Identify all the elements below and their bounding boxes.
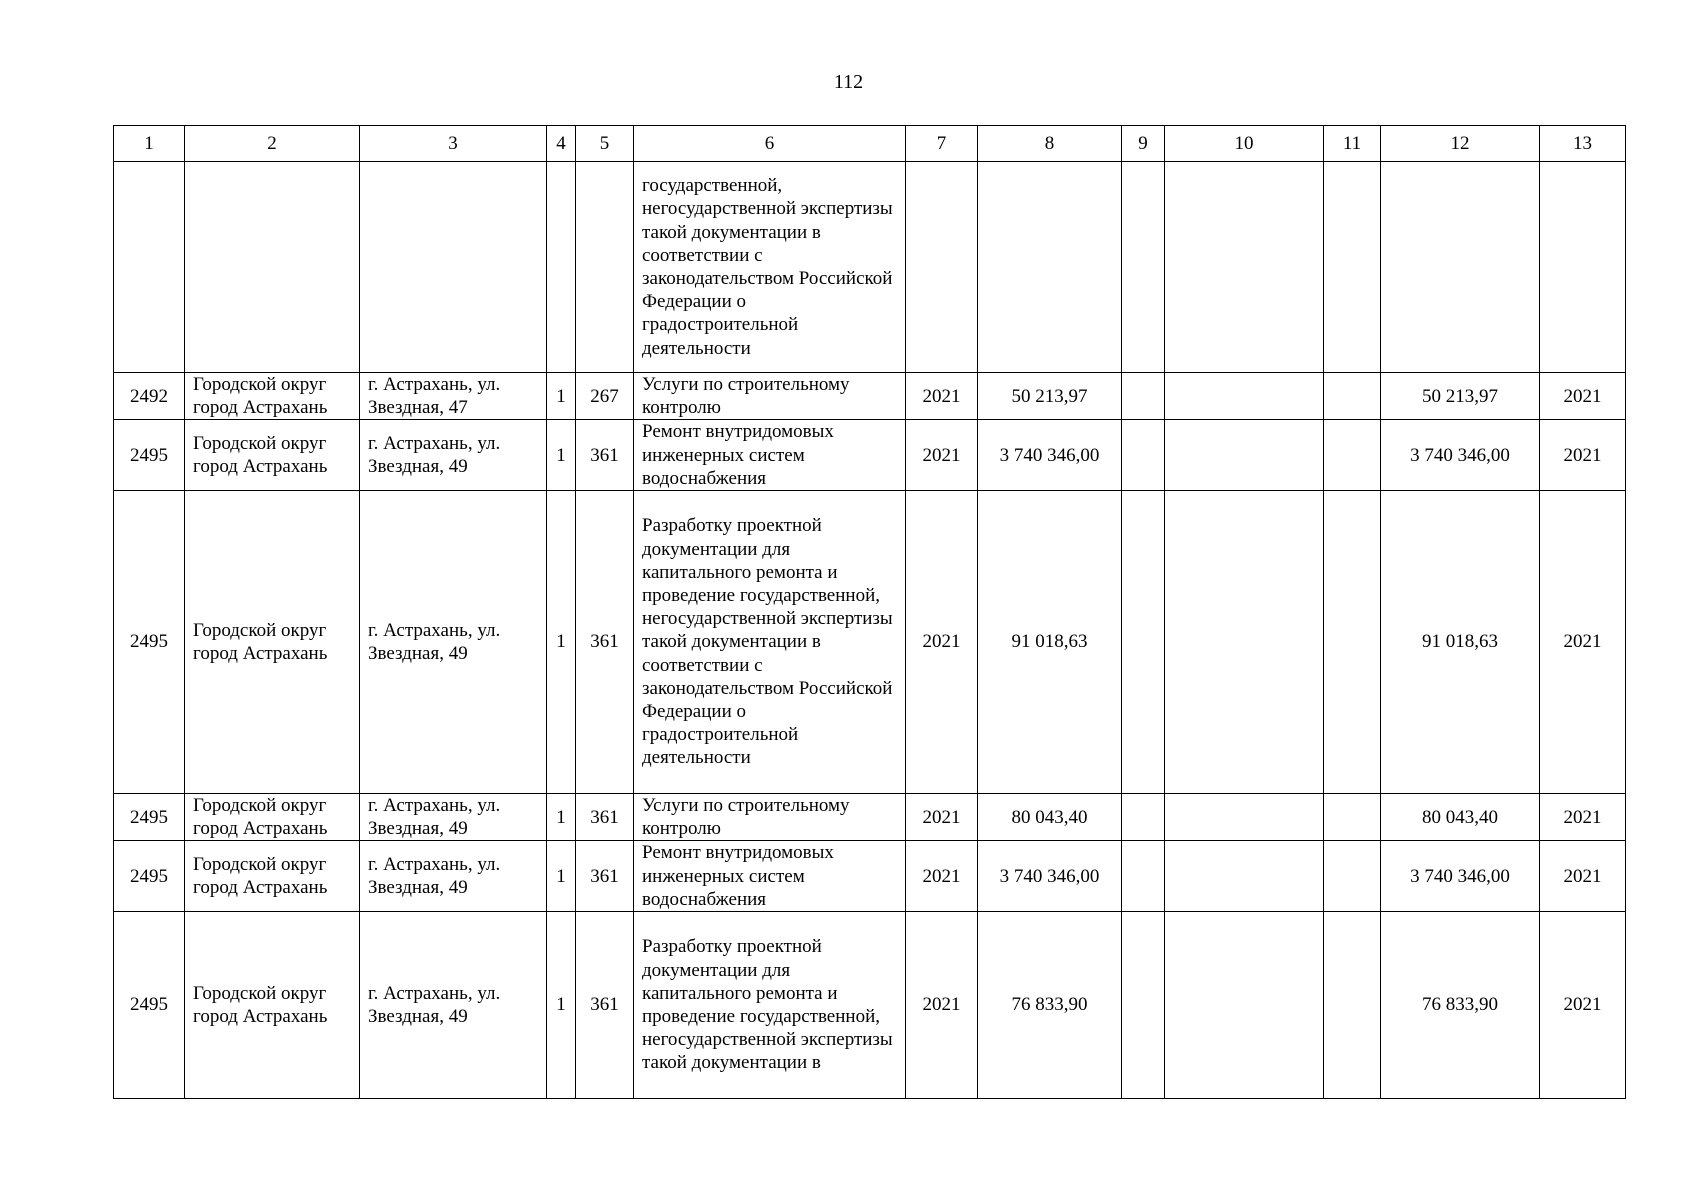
cell-year: 2021 [1540,420,1626,491]
cell-municipality: Городской округ город Астрахань [185,491,360,794]
cell-col-9 [1122,841,1165,912]
cell-col-4: 1 [547,420,576,491]
column-header-12: 12 [1381,126,1540,162]
cell-col-4: 1 [547,912,576,1099]
cell-work-description: государственной, негосударственной экспертизы такой документации в соответствии с законодательством Российской Федерации о градостроительной деятельности [634,162,906,373]
cell-col-5: 361 [576,912,634,1099]
cell-col-7: 2021 [906,491,978,794]
cell-municipality: Городской округ город Астрахань [185,841,360,912]
cell-year: 2021 [1540,373,1626,420]
column-header-3: 3 [360,126,547,162]
cell-amount-total: 50 213,97 [1381,373,1540,420]
table-body [114,162,1626,1099]
page-number: 112 [833,71,864,93]
cell-col-7 [906,162,978,373]
cell-municipality: Городской округ город Астрахань [185,420,360,491]
cell-year [1540,162,1626,373]
cell-number: 2495 [114,841,185,912]
cell-municipality: Городской округ город Астрахань [185,373,360,420]
cell-col-10 [1165,794,1324,841]
cell-number: 2492 [114,373,185,420]
cell-work-description: Ремонт внутридомовых инженерных систем водоснабжения [634,841,906,912]
cell-col-11 [1324,162,1381,373]
column-header-4: 4 [547,126,576,162]
cell-number [114,162,185,373]
cell-col-10 [1165,162,1324,373]
table-row [114,912,1626,1099]
cell-col-9 [1122,373,1165,420]
cell-col-11 [1324,841,1381,912]
column-header-1: 1 [114,126,185,162]
cell-col-9 [1122,162,1165,373]
column-header-10: 10 [1165,126,1324,162]
cell-work-description: Ремонт внутридомовых инженерных систем водоснабжения [634,420,906,491]
table-row [114,491,1626,794]
cell-address: г. Астрахань, ул. Звездная, 49 [360,794,547,841]
cell-col-11 [1324,794,1381,841]
cell-col-10 [1165,841,1324,912]
cell-col-11 [1324,420,1381,491]
cell-work-description: Услуги по строительному контролю [634,373,906,420]
cell-col-10 [1165,912,1324,1099]
cell-col-4: 1 [547,373,576,420]
register-table [113,125,1626,1099]
cell-amount-total: 3 740 346,00 [1381,841,1540,912]
cell-col-7: 2021 [906,373,978,420]
cell-municipality: Городской округ город Астрахань [185,912,360,1099]
column-header-11: 11 [1324,126,1381,162]
cell-col-5 [576,162,634,373]
cell-work-description: Услуги по строительному контролю [634,794,906,841]
cell-col-10 [1165,373,1324,420]
cell-address: г. Астрахань, ул. Звездная, 49 [360,841,547,912]
cell-col-9 [1122,794,1165,841]
table-row [114,841,1626,912]
cell-amount [978,162,1122,373]
cell-amount: 3 740 346,00 [978,420,1122,491]
cell-amount-total: 80 043,40 [1381,794,1540,841]
column-header-7: 7 [906,126,978,162]
column-header-5: 5 [576,126,634,162]
cell-amount-total [1381,162,1540,373]
cell-amount: 76 833,90 [978,912,1122,1099]
cell-number: 2495 [114,794,185,841]
table-row [114,373,1626,420]
table-row [114,162,1626,373]
cell-col-10 [1165,491,1324,794]
header-row [114,126,1626,162]
cell-year: 2021 [1540,491,1626,794]
cell-col-11 [1324,912,1381,1099]
cell-number: 2495 [114,912,185,1099]
column-header-6: 6 [634,126,906,162]
column-header-13: 13 [1540,126,1626,162]
table-row [114,420,1626,491]
cell-col-5: 361 [576,491,634,794]
cell-amount: 80 043,40 [978,794,1122,841]
cell-amount-total: 91 018,63 [1381,491,1540,794]
cell-col-11 [1324,373,1381,420]
cell-col-5: 361 [576,841,634,912]
cell-col-11 [1324,491,1381,794]
cell-address: г. Астрахань, ул. Звездная, 47 [360,373,547,420]
cell-work-description: Разработку проектной документации для капитального ремонта и проведение государственной, негосударственной экспертизы такой документации в [634,912,906,1099]
cell-address [360,162,547,373]
cell-year: 2021 [1540,912,1626,1099]
cell-col-9 [1122,912,1165,1099]
table-header [114,126,1626,162]
cell-number: 2495 [114,420,185,491]
cell-col-10 [1165,420,1324,491]
cell-col-7: 2021 [906,841,978,912]
cell-col-9 [1122,491,1165,794]
cell-address: г. Астрахань, ул. Звездная, 49 [360,912,547,1099]
cell-col-5: 361 [576,420,634,491]
table-row [114,794,1626,841]
cell-work-description: Разработку проектной документации для капитального ремонта и проведение государственной, негосударственной экспертизы такой документации в соответствии с законодательством Российской Федерации о градостроительной деятельности [634,491,906,794]
cell-municipality [185,162,360,373]
cell-amount: 91 018,63 [978,491,1122,794]
column-header-8: 8 [978,126,1122,162]
cell-year: 2021 [1540,841,1626,912]
cell-col-7: 2021 [906,912,978,1099]
cell-col-5: 267 [576,373,634,420]
cell-amount-total: 76 833,90 [1381,912,1540,1099]
column-header-2: 2 [185,126,360,162]
cell-col-4 [547,162,576,373]
cell-municipality: Городской округ город Астрахань [185,794,360,841]
cell-number: 2495 [114,491,185,794]
cell-amount-total: 3 740 346,00 [1381,420,1540,491]
cell-col-4: 1 [547,491,576,794]
cell-address: г. Астрахань, ул. Звездная, 49 [360,491,547,794]
column-header-9: 9 [1122,126,1165,162]
cell-col-7: 2021 [906,794,978,841]
cell-col-5: 361 [576,794,634,841]
cell-col-9 [1122,420,1165,491]
cell-col-4: 1 [547,794,576,841]
cell-col-4: 1 [547,841,576,912]
cell-amount: 50 213,97 [978,373,1122,420]
cell-year: 2021 [1540,794,1626,841]
cell-col-7: 2021 [906,420,978,491]
cell-address: г. Астрахань, ул. Звездная, 49 [360,420,547,491]
cell-amount: 3 740 346,00 [978,841,1122,912]
